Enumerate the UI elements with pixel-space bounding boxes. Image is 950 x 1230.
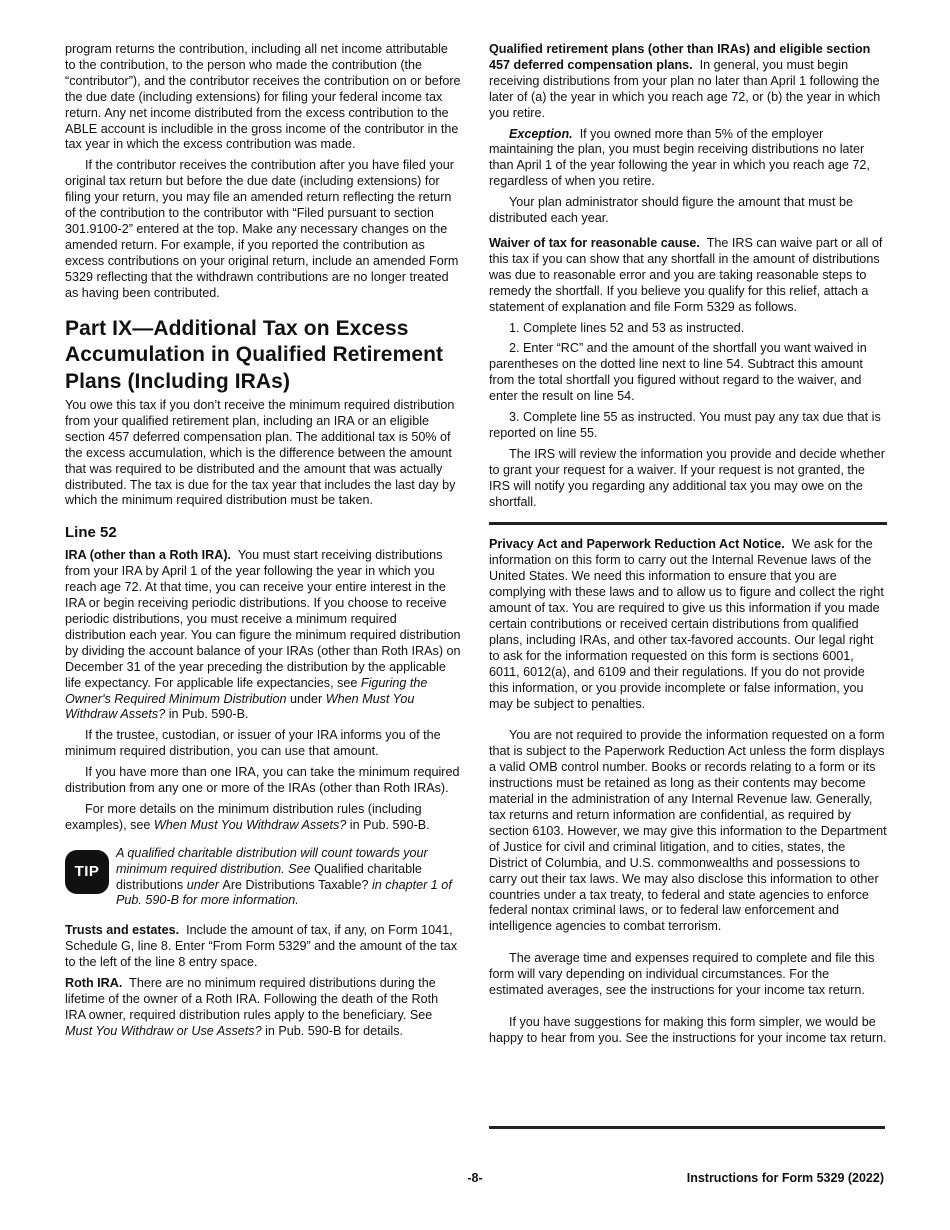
waiver-step-2: 2. Enter “RC” and the amount of the shortfall you want waived in parentheses on the dotted line next to line 54. Subtract this amount from the total shortfall you figured without regard to the waiver, and enter the result on line 54.	[489, 341, 867, 404]
paragraph-privacy-act: Privacy Act and Paperwork Reduction Act Notice. We ask for the information on this form to carry out the Internal Revenue laws of the United States. We need this information to ensure that you are complying with these laws and to allow us to figure and collect the right amount of tax. You are required to give us this information if you made certain contributions or received certain distributions from qualified plans, including IRAs, and other tax-favored accounts. Our legal right to ask for the information requested on this form is sections 6001, 6011, 6012(a), and 6109 and their regulations. If you do not provide this information, or you provide incomplete or false information, you may be subject to penalties.	[489, 537, 884, 711]
tip-box	[65, 846, 461, 910]
waiver-step-3: 3. Complete line 55 as instructed. You must pay any tax due that is reported on line 55.	[489, 410, 881, 440]
right-column	[489, 42, 887, 1052]
part-ix-heading: Part IX—Additional Tax on Excess Accumulation in Qualified Retirement Plans (Including IRAs)	[65, 316, 444, 393]
document-title: Instructions for Form 5329 (2022)	[686, 1171, 884, 1185]
ira-run-in-heading: IRA (other than a Roth IRA).	[65, 548, 232, 563]
roth-run-in-heading: Roth IRA.	[65, 976, 123, 991]
left-column	[65, 42, 461, 1045]
paragraph-amended-return: If the contributor receives the contribution after you have filed your original tax return but before the due date (including extensions) for filing your return, you may file an amended return reflecting the return of the contribution to the contributor with “Filed pursuant to section 301.9100-2” entered at the top. Make any necessary changes on the amended return. For example, if you reported the contribution as excess contributions on your original return, include an amended Form 5329 reflecting that the withdrawn contributions are no longer treated as having been contributed.	[65, 158, 459, 300]
trusts-run-in-heading: Trusts and estates.	[65, 923, 180, 938]
paragraph-able-return: program returns the contribution, including all net income attributable to the contribution, to the person who made the contribution (the “contributor”), and the contributor receives the contribution on or before the due date (including extensions) for filing your federal income tax return. Any net income distributed from the excess contribution to the ABLE account is includible in the gross income of the contributor in the tax year in which the excess contribution was made.	[65, 42, 461, 152]
paragraph-multiple-iras: If you have more than one IRA, you can take the minimum required distribution from any one or more of the IRAs (other than Roth IRAs).	[65, 765, 460, 796]
paragraph-ira: IRA (other than a Roth IRA). You must start receiving distributions from your IRA by April 1 of the year following the year in which you reach age 72. At that time, you can receive your entire interest in the IRA or begin receiving periodic distributions. If you choose to receive periodic distributions, you must receive a minimum required distribution each year. You can figure the minimum required distribution by dividing the account balance of your IRAs (other than Roth IRAs) on December 31 of the year preceding the distribution by the applicable life expectancy. For applicable life expectancies, see Figuring the Owner's Required Minimum Distribution under When Must You Withdraw Assets? in Pub. 590-B.	[65, 548, 461, 722]
paragraph-exception: Exception. If you owned more than 5% of the employer maintaining the plan, you must begin receiving distributions no later than April 1 of the year following the year in which you reach age 72, regardless of when you retire.	[489, 126, 870, 189]
paragraph-irs-review: The IRS will review the information you provide and decide whether to grant your request for a waiver. If your request is not granted, the IRS will notify you regarding any additional tax you may owe on the shortfall.	[489, 446, 885, 509]
line-52-heading: Line 52	[65, 524, 117, 542]
tip-text: A qualified charitable distribution will count towards your minimum required distribution. See Qualified charitable distributions under Are Distributions Taxable? in chapter 1 of Pub. 590-B for more information.	[116, 845, 452, 908]
part-ix-intro: You owe this tax if you don’t receive the minimum required distribution from your qualified retirement plan, including an IRA or an eligible section 457 deferred compensation plan. The additional tax is 50% of the excess accumulation, which is the difference between the amount that was required to be distributed and the amount that was actually distributed. The tax is due for the tax year that includes the last day by which the minimum required distribution must be taken.	[65, 398, 456, 508]
tip-icon: TIP	[65, 850, 109, 894]
bottom-rule	[489, 1126, 885, 1129]
ref-when-withdraw: When Must You Withdraw Assets?	[65, 691, 415, 722]
page-number: -8-	[467, 1171, 483, 1185]
paragraph-suggestions: If you have suggestions for making this form simpler, we would be happy to hear from you. See the instructions for your income tax return.	[489, 1014, 887, 1045]
qrp-run-in-heading: Qualified retirement plans (other than IRAs) and eligible section 457 deferred compensation plans.	[489, 42, 871, 72]
paragraph-more-details: For more details on the minimum distribution rules (including examples), see When Must You Withdraw Assets? in Pub. 590-B.	[65, 801, 430, 832]
paragraph-not-required: You are not required to provide the information requested on a form that is subject to the Paperwork Reduction Act unless the form displays a valid OMB control number. Books or records relating to a form or its instructions must be retained as long as their contents may become material in the administration of any Internal Revenue law. Generally, tax returns and return information are confidential, as required by section 6103. However, we may give this information to the Department of Justice for civil and criminal litigation, and to cities, states, the District of Columbia, and U.S. commonwealths and possessions to carry out their tax laws. We may also disclose this information to other countries under a tax treaty, to federal and state agencies to enforce federal nontax criminal laws, or to federal law enforcement and intelligence agencies to combat terrorism.	[489, 728, 887, 934]
privacy-run-in-heading: Privacy Act and Paperwork Reduction Act Notice.	[489, 537, 785, 552]
paragraph-qualified-plans: Qualified retirement plans (other than IRAs) and eligible section 457 deferred compensation plans. In general, you must begin receiving distributions from your plan no later than April 1 following the later of (a) the year in which you reach age 72, or (b) the year in which you retire.	[489, 42, 881, 120]
exception-run-in-heading: Exception.	[509, 126, 573, 141]
ref-figuring-rmd: Figuring the Owner's Required Minimum Distribution	[65, 675, 428, 706]
waiver-step-1: 1. Complete lines 52 and 53 as instructed.	[509, 320, 745, 335]
paragraph-trustee: If the trustee, custodian, or issuer of your IRA informs you of the minimum required distribution, you can use that amount.	[65, 728, 441, 759]
paragraph-waiver: Waiver of tax for reasonable cause. The IRS can waive part or all of this tax if you can show that any shortfall in the amount of distributions was due to reasonable error and you are taking reasonable steps to remedy the shortfall. If you believe you qualify for this relief, attach a statement of explanation and file Form 5329 as follows.	[489, 235, 883, 314]
paragraph-average-time: The average time and expenses required to complete and file this form will vary depending on individual circumstances. For the estimated averages, see the instructions for your income tax return.	[489, 951, 875, 998]
waiver-run-in-heading: Waiver of tax for reasonable cause.	[489, 235, 700, 250]
paragraph-roth-ira: Roth IRA. There are no minimum required distributions during the lifetime of the owner of a Roth IRA. Following the death of the Roth IRA owner, required distribution rules apply to the beneficiary. See Must You Withdraw or Use Assets? in Pub. 590-B for details.	[65, 976, 439, 1038]
paragraph-plan-administrator: Your plan administrator should figure the amount that must be distributed each year.	[489, 195, 853, 226]
section-divider	[489, 522, 887, 525]
paragraph-trusts-estates: Trusts and estates. Include the amount of tax, if any, on Form 1041, Schedule G, line 8. Enter “From Form 5329” and the amount of the tax to the left of the line 8 entry space.	[65, 923, 458, 970]
